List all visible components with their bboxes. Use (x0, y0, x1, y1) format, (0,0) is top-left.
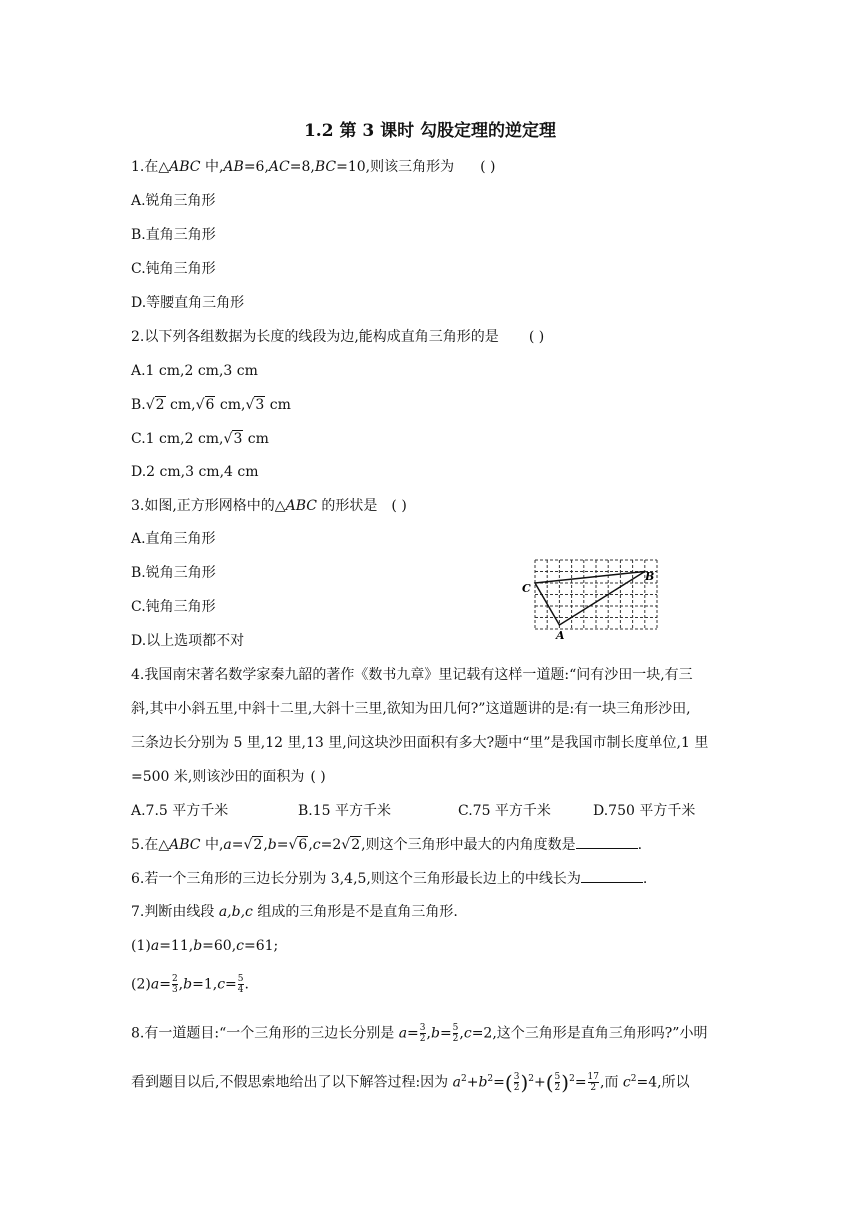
q1-option-a: A.锐角三角形 (131, 193, 216, 209)
q3-option-c: C.钝角三角形 (131, 599, 216, 615)
label-b: B (645, 570, 655, 583)
question-7-stem: 7.判断由线段 a,b,c 组成的三角形是不是直角三角形. (131, 904, 458, 920)
q1-option-d: D.等腰直角三角形 (131, 295, 245, 311)
q2-option-a: A.1 cm,2 cm,3 cm (131, 363, 258, 379)
question-7-part-1: (1)a=11,b=60,c=61; (131, 938, 279, 954)
q2-option-b: B.√2 cm,√6 cm,√3 cm (131, 397, 291, 413)
question-8-line-2: 看到题目以后,不假思索地给出了以下解答过程:因为 $a^2+b^2=$( $\frac{3}{2}$ )$^2$+( $\frac{5}{2}$ )$^2$= $\frac{17}{2}$ ,而 $c^2=4$,所以 (131, 1070, 690, 1095)
question-3-stem: 3.如图,正方形网格中的△ABC 的形状是 ( ) (131, 498, 407, 514)
question-1-stem: 1.在△ABC 中,AB=6,AC=8,BC=10,则该三角形为 ( ) (131, 159, 496, 175)
question-5: 5.在△ABC 中,a=√2,b=√6,c=2√2,则这个三角形中最大的内角度数是 . (131, 834, 642, 855)
q3-option-b: B.锐角三角形 (131, 565, 216, 581)
page-title: 1.2 第 3 课时 勾股定理的逆定理 (303, 121, 557, 141)
grid-triangle-figure (520, 552, 665, 642)
q1-option-c: C.钝角三角形 (131, 261, 216, 277)
answer-blank (581, 868, 643, 883)
question-8-line-1: 8.有一道题目:“一个三角形的三边长分别是 a= $\frac{3}{2}$ ,b= $\frac{5}{2}$ ,c=2,这个三角形是直角三角形吗?”小明 (131, 1023, 708, 1044)
q4-option-d: D.750 平方千米 (593, 803, 696, 819)
question-2-stem: 2.以下列各组数据为长度的线段为边,能构成直角三角形的是 ( ) (131, 329, 545, 345)
q4-option-b: B.15 平方千米 (298, 803, 392, 819)
question-4-line-4: =500 米,则该沙田的面积为 ( ) (131, 769, 326, 785)
q2-option-d: D.2 cm,3 cm,4 cm (131, 464, 259, 480)
question-4-line-1: 4.我国南宋著名数学家秦九韶的著作《数书九章》里记载有这样一道题:“问有沙田一块,有三 (131, 667, 693, 683)
q4-option-c: C.75 平方千米 (458, 803, 551, 819)
q2-option-c: C.1 cm,2 cm,√3 cm (131, 431, 269, 447)
answer-parentheses: ( ) (391, 498, 407, 514)
question-7-part-2: (2)a= $\frac{2}{3}$ ,b=1,c= $\frac{5}{4}$ . (131, 974, 249, 995)
q1-option-b: B.直角三角形 (131, 227, 216, 243)
triangle-abc (535, 572, 645, 626)
q3-option-d: D.以上选项都不对 (131, 633, 245, 649)
answer-parentheses: ( ) (310, 769, 326, 785)
answer-parentheses: ( ) (528, 329, 545, 345)
answer-parentheses: ( ) (480, 159, 496, 175)
q3-option-a: A.直角三角形 (131, 531, 216, 547)
label-c: C (522, 582, 531, 595)
question-6: 6.若一个三角形的三边长分别为 3,4,5,则这个三角形最长边上的中线长为 . (131, 868, 647, 889)
q4-option-a: A.7.5 平方千米 (131, 803, 229, 819)
answer-blank (576, 834, 638, 849)
question-4-line-2: 斜,其中小斜五里,中斜十二里,大斜十三里,欲知为田几何?”这道题讲的是:有一块三角形沙田, (131, 701, 691, 717)
question-4-line-3: 三条边长分别为 5 里,12 里,13 里,问这块沙田面积有多大?题中“里”是我国市制长度单位,1 里 (131, 735, 709, 751)
label-a: A (556, 629, 565, 642)
